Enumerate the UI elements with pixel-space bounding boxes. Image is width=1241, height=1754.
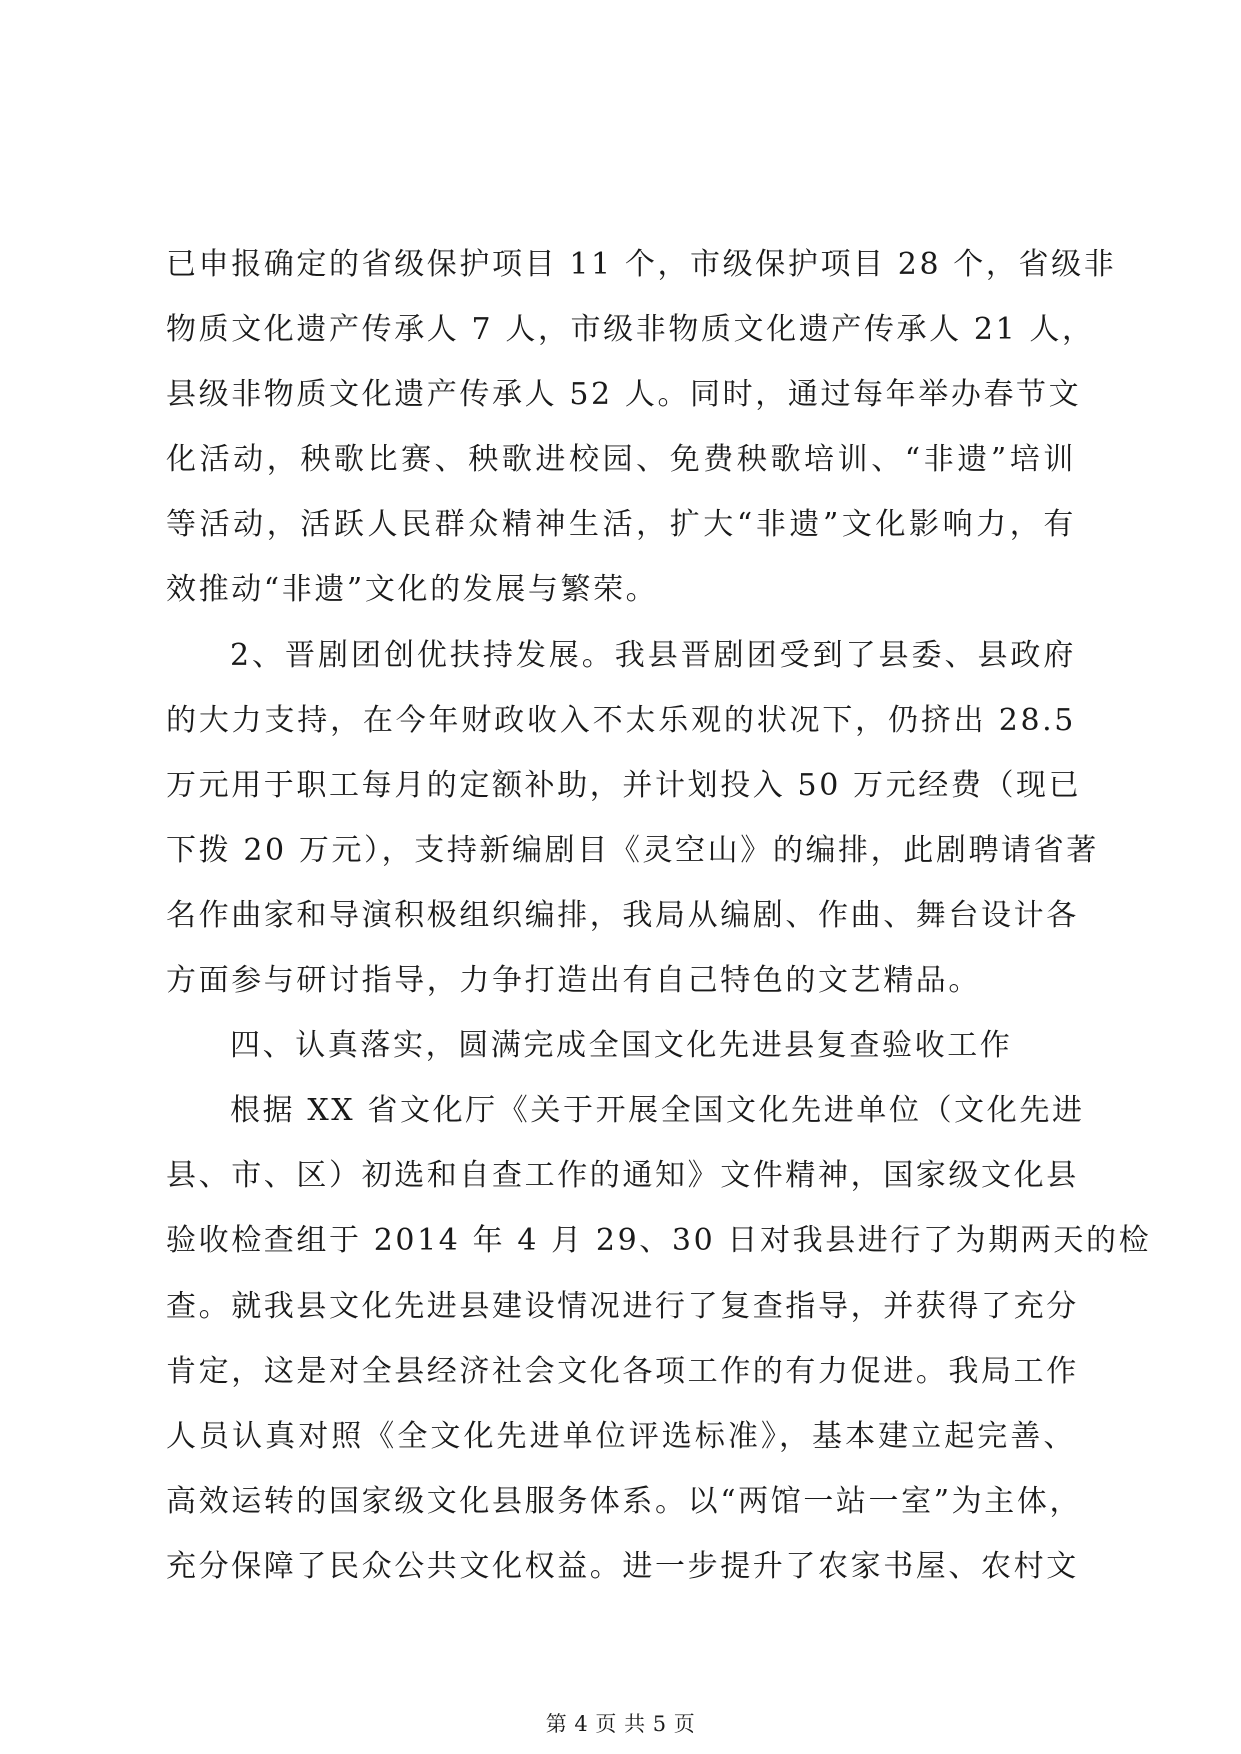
- text-line: 化活动，秧歌比赛、秧歌进校园、免费秧歌培训、“非遗”培训: [166, 442, 1076, 478]
- page-footer: 第 4 页 共 5 页: [545, 1712, 696, 1736]
- text-line: 验收检查组于 2014 年 4 月 29、30 日对我县进行了为期两天的检: [166, 1223, 1152, 1259]
- text-line: 效推动“非遗”文化的发展与繁荣。: [166, 572, 659, 608]
- text-line: 下拨 20 万元），支持新编剧目《灵空山》的编排，此剧聘请省著: [166, 832, 1099, 868]
- text-line: 等活动，活跃人民群众精神生活，扩大“非遗”文化影响力，有: [166, 507, 1076, 543]
- text-line: 万元用于职工每月的定额补助，并计划投入 50 万元经费（现已: [166, 767, 1082, 803]
- text-line: 四、认真落实，圆满完成全国文化先进县复查验收工作: [230, 1028, 1013, 1064]
- document-body: [166, 232, 1152, 1599]
- text-line: 县、市、区）初选和自查工作的通知》文件精神，国家级文化县: [166, 1158, 1079, 1194]
- text-line: 已申报确定的省级保护项目 11 个，市级保护项目 28 个，省级非: [166, 247, 1117, 282]
- text-line: 高效运转的国家级文化县服务体系。以“两馆一站一室”为主体，: [166, 1483, 1083, 1519]
- text-line: 肯定，这是对全县经济社会文化各项工作的有力促进。我局工作: [166, 1353, 1079, 1389]
- text-line: 物质文化遗产传承人 7 人，市级非物质文化遗产传承人 21 人，: [166, 312, 1095, 348]
- text-line: 的大力支持，在今年财政收入不太乐观的状况下，仍挤出 28.5: [166, 702, 1076, 738]
- text-line: 2、晋剧团创优扶持发展。我县晋剧团受到了县委、县政府: [230, 637, 1076, 673]
- text-line: 名作曲家和导演积极组织编排，我局从编剧、作曲、舞台设计各: [166, 897, 1079, 933]
- text-line: 县级非物质文化遗产传承人 52 人。同时，通过每年举办春节文: [166, 377, 1082, 413]
- text-line: 人员认真对照《全文化先进单位评选标准》，基本建立起完善、: [166, 1418, 1076, 1454]
- text-line: 充分保障了民众公共文化权益。进一步提升了农家书屋、农村文: [166, 1548, 1079, 1584]
- text-line: 根据 XX 省文化厅《关于开展全国文化先进单位（文化先进: [230, 1093, 1085, 1129]
- text-line: 方面参与研讨指导，力争打造出有自己特色的文艺精品。: [166, 963, 981, 999]
- text-line: 查。就我县文化先进县建设情况进行了复查指导，并获得了充分: [166, 1288, 1079, 1324]
